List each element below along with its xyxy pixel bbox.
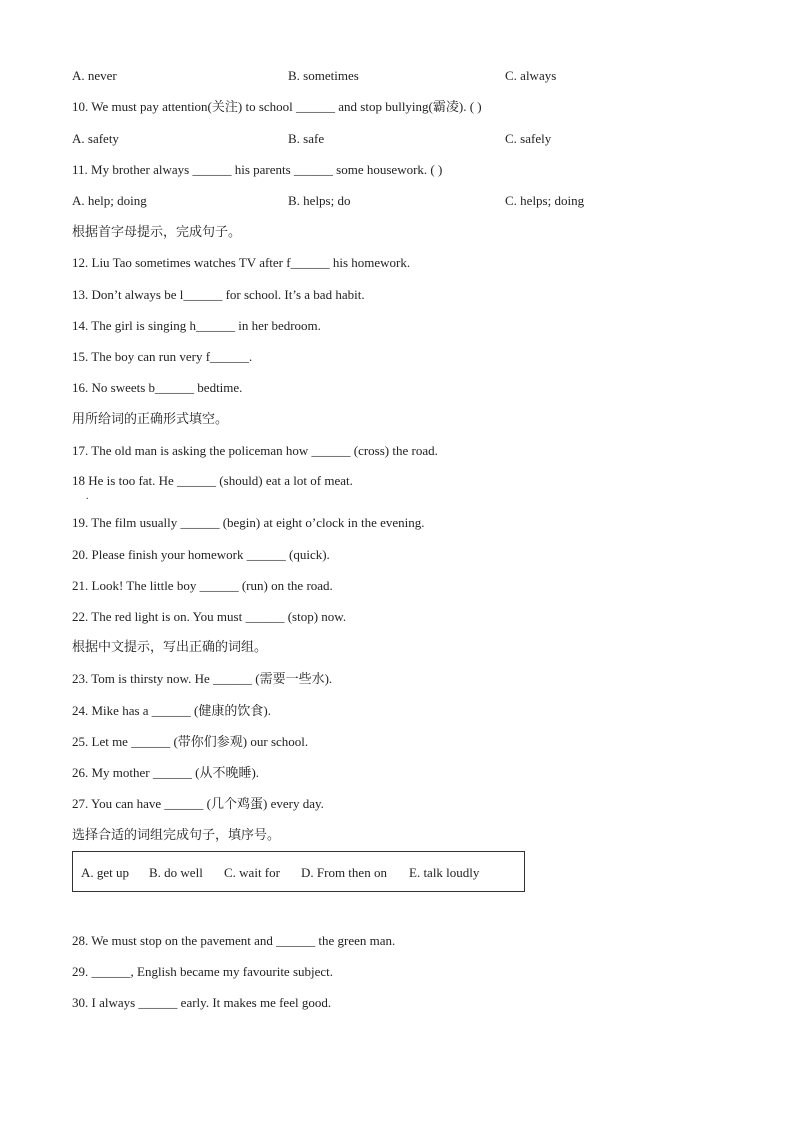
box-option-e: E. talk loudly	[409, 865, 480, 880]
question-13: 13. Don’t always be l______ for school. It’s a bad habit.	[72, 287, 365, 302]
q10-option-b: B. safe	[288, 131, 325, 146]
question-26: 26. My mother ______ (从不晚睡).	[72, 765, 260, 780]
q10-option-c: C. safely	[505, 131, 552, 146]
box-option-b: B. do well	[149, 865, 203, 880]
question-29: 29. ______, English became my favourite subject.	[72, 964, 334, 979]
question-15: 15. The boy can run very f______.	[72, 349, 253, 364]
section-heading-word-form: 用所给词的正确形式填空。	[72, 412, 229, 427]
box-option-c: C. wait for	[224, 865, 280, 880]
q11-option-b: B. helps; do	[288, 193, 351, 208]
question-18: 18 He is too fat. He ______ (should) eat a lot of meat.	[72, 473, 353, 488]
question-25: 25. Let me ______ (带你们参观) our school.	[72, 734, 309, 749]
section-heading-choose-phrase: 选择合适的词组完成句子，填序号。	[72, 828, 281, 843]
box-option-d: D. From then on	[301, 865, 387, 880]
question-24: 24. Mike has a ______ (健康的饮食).	[72, 703, 271, 718]
question-20: 20. Please finish your homework ______ (quick).	[72, 547, 330, 562]
question-28: 28. We must stop on the pavement and ______ the green man.	[72, 933, 396, 948]
section-heading-chinese-hint: 根据中文提示，写出正确的词组。	[72, 640, 268, 655]
section-heading-initial-letter: 根据首字母提示，完成句子。	[72, 225, 242, 240]
question-27: 27. You can have ______ (几个鸡蛋) every day.	[72, 796, 324, 811]
q9-option-b: B. sometimes	[288, 68, 359, 83]
question-16: 16. No sweets b______ bedtime.	[72, 380, 243, 395]
question-22: 22. The red light is on. You must ______ (stop) now.	[72, 609, 347, 624]
question-19: 19. The film usually ______ (begin) at eight o’clock in the evening.	[72, 515, 425, 530]
question-18-dot: .	[86, 491, 89, 502]
question-17: 17. The old man is asking the policeman how ______ (cross) the road.	[72, 443, 438, 458]
q10-option-a: A. safety	[72, 131, 119, 146]
box-option-a: A. get up	[81, 865, 130, 880]
question-23: 23. Tom is thirsty now. He ______ (需要一些水).	[72, 671, 333, 686]
question-14: 14. The girl is singing h______ in her bedroom.	[72, 318, 321, 333]
question-11: 11. My brother always ______ his parents ______ some housework. ( )	[72, 162, 443, 177]
question-10: 10. We must pay attention(关注) to school ______ and stop bullying(霸凌). ( )	[72, 99, 482, 114]
q11-option-a: A. help; doing	[72, 193, 147, 208]
q9-option-c: C. always	[505, 68, 557, 83]
q11-option-c: C. helps; doing	[505, 193, 585, 208]
question-30: 30. I always ______ early. It makes me feel good.	[72, 995, 332, 1010]
q9-option-a: A. never	[72, 68, 117, 83]
question-21: 21. Look! The little boy ______ (run) on the road.	[72, 578, 333, 593]
phrase-option-box	[72, 851, 525, 892]
question-12: 12. Liu Tao sometimes watches TV after f______ his homework.	[72, 255, 411, 270]
